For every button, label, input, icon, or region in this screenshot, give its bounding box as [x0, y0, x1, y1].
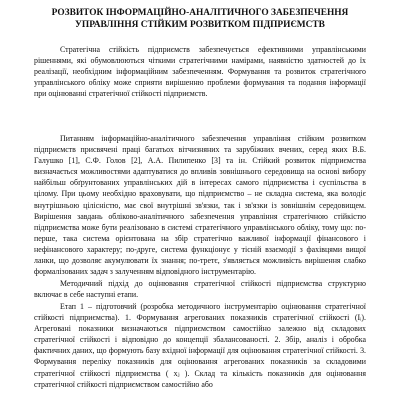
paper-title-line-2: УПРАВЛІННЯ СТІЙКИМ РОЗВИТКОМ ПІДПРИЄМСТВ: [75, 20, 325, 30]
paragraph-intro: Стратегічна стійкість підприємств забезпечується ефективними управлінськими рішеннями, які обумовлюються чіткими стратегічними намірами, наявністю здатностей до їх реалізації, необхідним інформаційним забезпеченням. Формування та розвиток стратегічного управлінського обліку може сприяти вирішенню проблеми формування та подання інформації при оцінюванні стратегічної стійкості підприємств.: [34, 45, 366, 99]
paragraph-literature: Питанням інформаційно-аналітичного забезпечення управління стійким розвитком підприємств присвячені праці багатьох вітчизняних та зарубіжних вчених, серед яких В.Б. Галушко [1], С.Ф. Голов [2], А.А. Пилипенко [3] та ін. Стійкий розвиток підприємства визначається можливостями адаптуватися до впливів зовнішнього середовища на основі вибору найбільш обґрунтованих управлінських дій в інтересах самого підприємства і суспільства в цілому. При цьому необхідно враховувати, що підприємство – не складна система, яка володіє внутрішньою цілісністю, має свої внутрішні зв'язки, так і зв'язки із зовнішнім середовищем. Вирішення завдань обліково-аналітичного забезпечення управління стратегічною стійкістю підприємства може бути реалізовано в системі стратегічного управлінського обліку, тому що: по-перше, така система орієнтована на збір стратегічно важливої інформації фінансового і нефінансового характеру; по-друге, система функціонує у тісній взаємодії з фахівцями вищої ланки, що дозволяє акумулювати їх знання; по-третє, з'являється можливість вирішення слабко формалізованих задач з залученням відповідного інструментарію.: [34, 134, 366, 277]
paragraph-method: Методичний підхід до оцінювання стратегічної стійкості підприємства структурно включає в себе наступні етапи.: [34, 279, 366, 300]
paper-title-line-1: РОЗВИТОК ІНФОРМАЦІЙНО-АНАЛІТИЧНОГО ЗАБЕЗПЕЧЕННЯ: [51, 8, 349, 18]
paragraph-stage-1: Етап 1 – підготовчий (розробка методичного інструментарію оцінювання стратегічної стійкості підприємства). 1. Формування агрегованих показників стратегічної стійкості (Iᵢ). Агреговані показники визначаються підприємством самостійно залежно від складових стратегічної стійкості і відповідно до концепції збалансованості. 2. Збір, аналіз і обробка фактичних даних, що формують базу вхідної інформації для оцінювання стратегічної стійкості. 3. Формування переліку показників для оцінювання агрегованих показників за складовими стратегічної стійкості підприємства ( xⱼ ). Склад та кількість показників для оцінювання стратегічної стійкості підприємством самостійно або: [34, 302, 366, 389]
